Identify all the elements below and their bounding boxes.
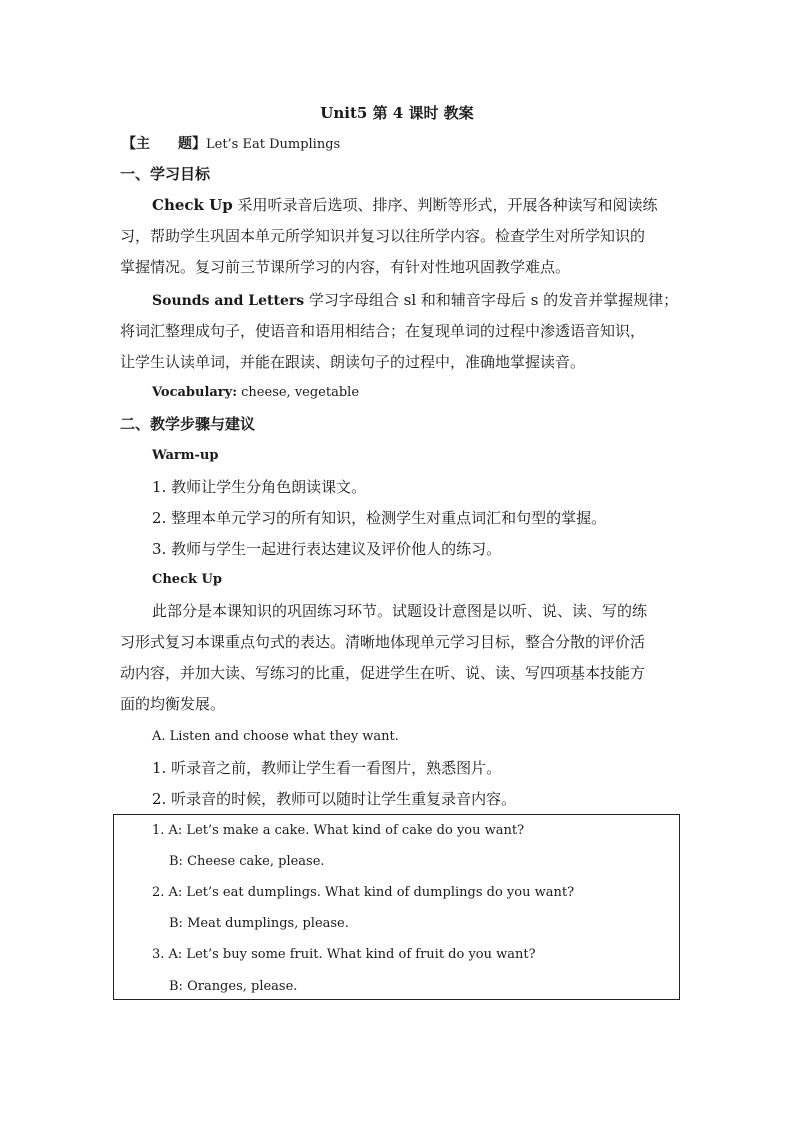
- objective-checkup-line-2: 习，帮助学生巩固本单元所学知识并复习以往所学内容。检查学生对所学知识的: [120, 227, 646, 245]
- part-a-heading: A. Listen and choose what they want.: [152, 729, 399, 744]
- objective-sounds-lead: Sounds and Letters: [152, 293, 305, 309]
- page-title: Unit5 第 4 课时 教案: [320, 104, 474, 122]
- objective-sounds-line-2: 将词汇整理成句子，使语音和语用相结合；在复现单词的过程中渗透语音知识，: [120, 322, 646, 340]
- objective-checkup-line-1: [152, 195, 658, 215]
- vocabulary-line: [152, 383, 359, 403]
- theme-value: Let’s Eat Dumplings: [206, 137, 341, 152]
- objective-sounds-text-1: 学习字母组合 sl 和和辅音字母后 s 的发音并掌握规律；: [304, 291, 679, 309]
- warmup-item: 1. 教师让学生分角色朗读课文。: [152, 478, 367, 496]
- dialogue-line: B: Oranges, please.: [169, 979, 298, 994]
- dialogue-line: 3. A: Let’s buy some fruit. What kind of fruit do you want?: [152, 947, 536, 962]
- dialogue-line: 1. A: Let’s make a cake. What kind of cake do you want?: [152, 823, 525, 838]
- part-a-item: 2. 听录音的时候，教师可以随时让学生重复录音内容。: [152, 790, 517, 808]
- dialogue-line: 2. A: Let’s eat dumplings. What kind of dumplings do you want?: [152, 885, 575, 900]
- dialogue-box: [113, 814, 680, 1000]
- warmup-item: 3. 教师与学生一起进行表达建议及评价他人的练习。: [152, 540, 502, 558]
- objective-sounds-line-1: [152, 290, 678, 311]
- theme-line: [122, 134, 340, 155]
- section-heading-objectives: 一、学习目标: [120, 165, 211, 183]
- objective-checkup-text-1: 采用听录音后选项、排序、判断等形式，开展各种读写和阅读练: [232, 196, 658, 214]
- checkup-para-line-3: 动内容，并加大读、写练习的比重，促进学生在听、说、读、写四项基本技能方: [120, 664, 646, 682]
- dialogue-line: B: Meat dumplings, please.: [169, 916, 349, 931]
- theme-label-start: 【主: [122, 136, 150, 152]
- part-a-item: 1. 听录音之前，教师让学生看一看图片，熟悉图片。: [152, 759, 502, 777]
- checkup-para-line-4: 面的均衡发展。: [120, 695, 226, 713]
- theme-label-end: 题】: [178, 136, 206, 152]
- checkup-heading: Check Up: [152, 572, 222, 587]
- vocabulary-words: cheese, vegetable: [237, 385, 360, 400]
- section-heading-steps: 二、教学步骤与建议: [120, 415, 256, 433]
- objective-checkup-line-3: 掌握情况。复习前三节课所学习的内容，有针对性地巩固教学难点。: [120, 258, 571, 276]
- checkup-para-line-1: 此部分是本课知识的巩固练习环节。试题设计意图是以听、说、读、写的练: [152, 602, 648, 620]
- objective-sounds-line-3: 让学生认读单词，并能在跟读、朗读句子的过程中，准确地掌握读音。: [120, 353, 586, 371]
- checkup-para-line-2: 习形式复习本课重点句式的表达。清晰地体现单元学习目标，整合分散的评价活: [120, 633, 646, 651]
- warmup-heading: Warm-up: [152, 448, 219, 463]
- vocabulary-label: Vocabulary:: [152, 385, 238, 400]
- warmup-item: 2. 整理本单元学习的所有知识，检测学生对重点词汇和句型的掌握。: [152, 509, 607, 527]
- objective-checkup-lead: Check Up: [152, 196, 233, 214]
- dialogue-line: B: Cheese cake, please.: [169, 854, 325, 869]
